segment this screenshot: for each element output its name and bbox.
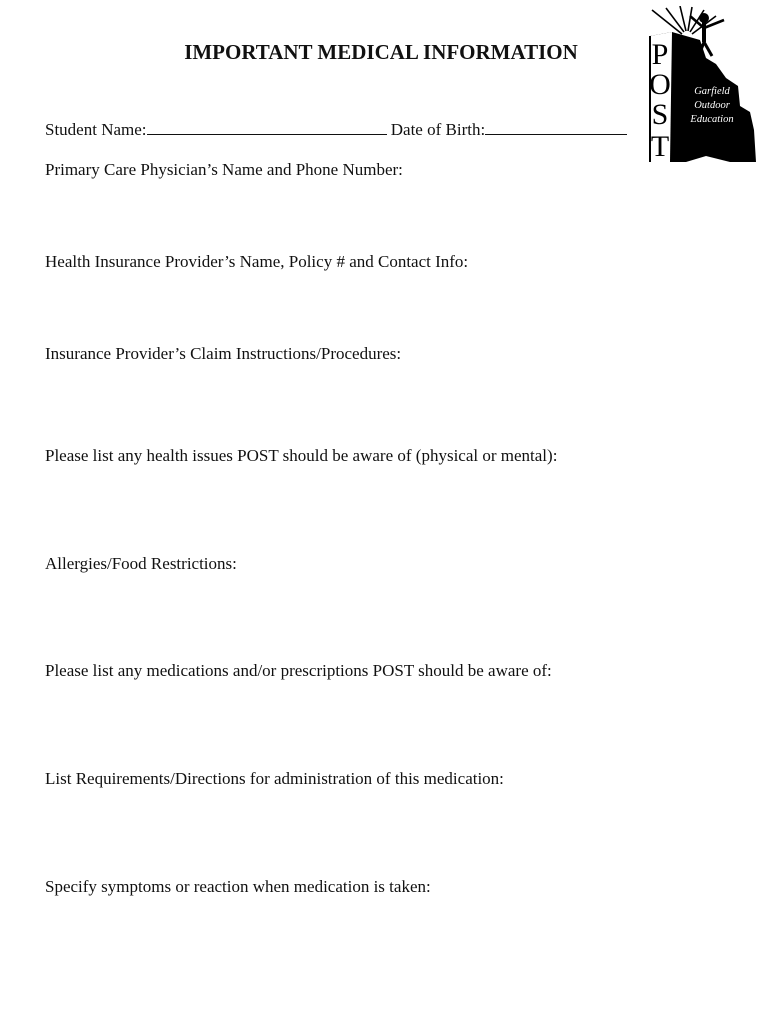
post-logo	[646, 6, 760, 166]
page-title: IMPORTANT MEDICAL INFORMATION	[184, 40, 578, 64]
symptoms-label: Specify symptoms or reaction when medication is taken:	[45, 877, 431, 896]
logo-text-line: Garfield	[694, 86, 730, 97]
date-of-birth-field[interactable]	[485, 120, 627, 135]
student-name-row	[45, 120, 627, 140]
logo-letter: P	[651, 38, 669, 71]
logo-letter: O	[649, 68, 671, 101]
medications-label: Please list any medications and/or prescriptions POST should be aware of:	[45, 661, 552, 680]
logo-text-line: Outdoor	[694, 100, 730, 111]
logo-letter: T	[650, 130, 670, 163]
student-name-label: Student Name:	[45, 120, 147, 139]
logo-text-line: Education	[690, 114, 734, 125]
health-issues-label: Please list any health issues POST should be aware of (physical or mental):	[45, 446, 558, 465]
date-of-birth-label: Date of Birth:	[390, 120, 486, 139]
student-name-field[interactable]	[147, 120, 387, 135]
claims-label: Insurance Provider’s Claim Instructions/Procedures:	[45, 344, 402, 363]
allergies-label: Allergies/Food Restrictions:	[45, 554, 237, 573]
physician-label: Primary Care Physician’s Name and Phone Number:	[45, 160, 403, 179]
administration-label: List Requirements/Directions for administration of this medication:	[45, 769, 504, 788]
insurance-label: Health Insurance Provider’s Name, Policy # and Contact Info:	[45, 252, 469, 271]
logo-letter: S	[651, 98, 669, 131]
